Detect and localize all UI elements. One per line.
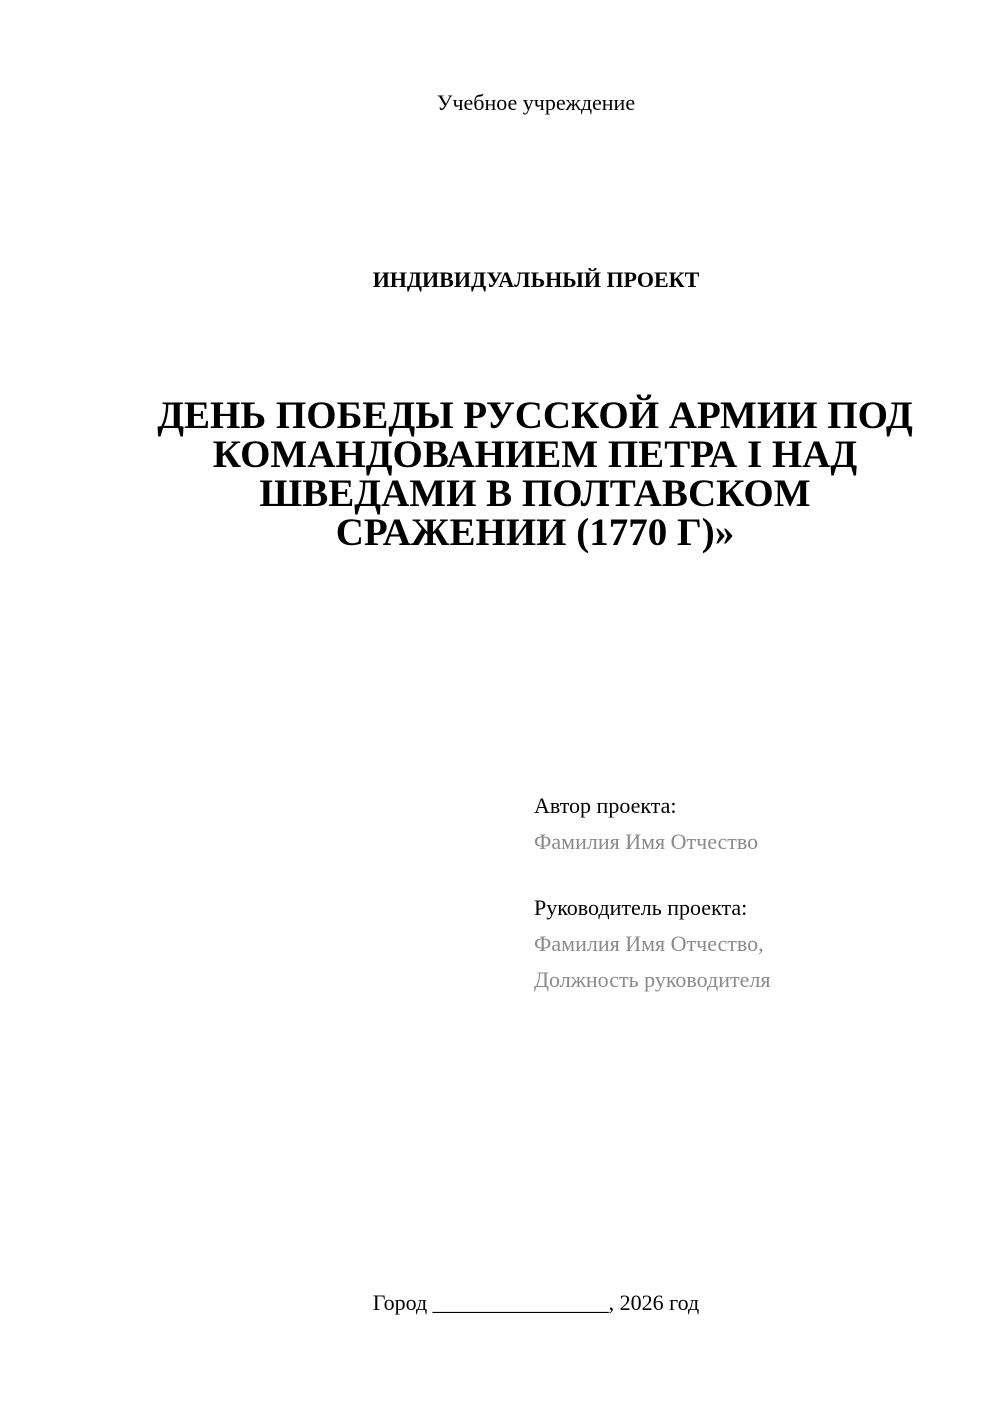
city-year-footer: Город ________________, 2026 год: [372, 1290, 700, 1315]
credits-spacer: [534, 860, 974, 890]
institution-name: Учебное учреждение: [436, 90, 636, 115]
project-title-line: КОМАНДОВАНИЕМ ПЕТРА I НАД: [212, 433, 858, 476]
author-name: Фамилия Имя Отчество: [534, 829, 759, 854]
supervisor-position: Должность руководителя: [534, 967, 771, 992]
supervisor-name: Фамилия Имя Отчество,: [534, 931, 764, 956]
project-title: [140, 396, 930, 552]
project-title-line: СРАЖЕНИИ (1770 Г)»: [335, 511, 735, 554]
credits-block: [534, 788, 974, 998]
project-title-line: ШВЕДАМИ В ПОЛТАВСКОМ: [259, 472, 811, 515]
project-type-heading: ИНДИВИДУАЛЬНЫЙ ПРОЕКТ: [372, 267, 700, 292]
supervisor-label: Руководитель проекта:: [534, 895, 748, 920]
author-label: Автор проекта:: [534, 793, 677, 818]
project-title-line: ДЕНЬ ПОБЕДЫ РУССКОЙ АРМИИ ПОД: [157, 394, 913, 437]
